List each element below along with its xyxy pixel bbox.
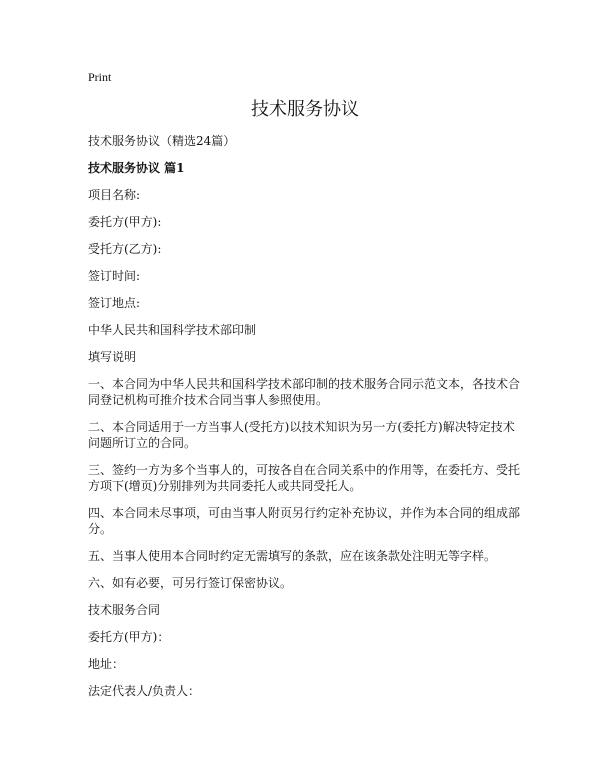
- document-body: [88, 133, 522, 699]
- document-page: [88, 70, 522, 710]
- paragraph: 技术服务合同: [88, 603, 161, 617]
- paragraph: 二、本合同适用于一方当事人(受托方)以技术知识为另一方(委托方)解决特定技术问题所订立的合同。: [88, 420, 515, 450]
- paragraph: 五、当事人使用本合同时约定无需填写的条款，应在该条款处注明无等字样。: [88, 549, 497, 563]
- section-heading: 技术服务协议 篇1: [88, 161, 185, 175]
- paragraph: 项目名称:: [88, 188, 141, 202]
- paragraph: 签订地点:: [88, 296, 141, 310]
- paragraph: 三、签约一方为多个当事人的，可按各自在合同关系中的作用等，在委托方、受托方项下(增页)分别排列为共同委托人或共同受托人。: [88, 463, 521, 493]
- paragraph: 法定代表人/负责人：: [88, 684, 201, 698]
- paragraph: 受托方(乙方):: [88, 242, 162, 256]
- paragraph: 签订时间:: [88, 269, 141, 283]
- paragraph: 四、本合同未尽事项，可由当事人附页另行约定补充协议，并作为本合同的组成部分。: [88, 506, 521, 536]
- paragraph: 委托方(甲方):: [88, 215, 162, 229]
- paragraph: 技术服务协议（精选24篇）: [88, 134, 236, 148]
- paragraph: 中华人民共和国科学技术部印制: [88, 323, 257, 337]
- paragraph: 委托方(甲方)：: [88, 630, 170, 644]
- paragraph: 六、如有必要，可另行签订保密协议。: [88, 576, 293, 590]
- document-title: 技术服务协议: [251, 99, 359, 120]
- paragraph: 一、本合同为中华人民共和国科学技术部印制的技术服务合同示范文本，各技术合同登记机构可推介技术合同当事人参照使用。: [88, 377, 521, 407]
- paragraph: 地址：: [88, 657, 125, 671]
- paragraph: 填写说明: [88, 350, 137, 364]
- print-link[interactable]: Print: [88, 70, 112, 84]
